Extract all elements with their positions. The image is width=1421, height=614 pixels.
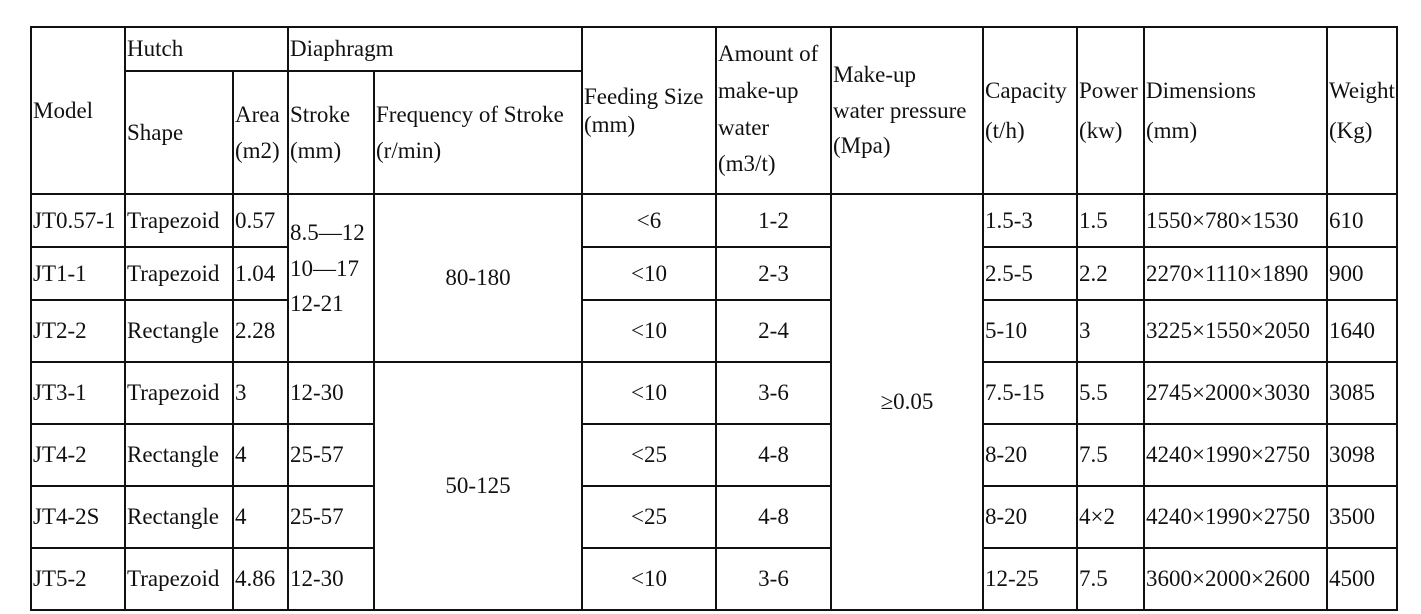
cell-area: 4.86 bbox=[233, 548, 288, 610]
jig-spec-table bbox=[30, 26, 1398, 611]
cell-weight: 610 bbox=[1327, 194, 1397, 247]
cell-dimensions: 4240×1990×2750 bbox=[1144, 424, 1327, 486]
header-makeup-water-pressure: Make-up water pressure (Mpa) bbox=[831, 27, 983, 194]
cell-shape: Rectangle bbox=[125, 300, 233, 362]
cell-shape: Trapezoid bbox=[125, 247, 233, 300]
cell-shape: Rectangle bbox=[125, 424, 233, 486]
cell-stroke-group: 8.5—12 10—17 12-21 bbox=[288, 194, 374, 362]
cell-dimensions: 2270×1110×1890 bbox=[1144, 247, 1327, 300]
header-weight: Weight (Kg) bbox=[1327, 27, 1397, 194]
table-row bbox=[31, 362, 1397, 424]
table-row bbox=[31, 486, 1397, 548]
cell-makeup-water: 1-2 bbox=[716, 194, 831, 247]
cell-makeup-water: 2-3 bbox=[716, 247, 831, 300]
header-area: Area (m2) bbox=[233, 71, 288, 194]
cell-makeup-water: 2-4 bbox=[716, 300, 831, 362]
cell-stroke: 25-57 bbox=[288, 486, 374, 548]
cell-weight: 3085 bbox=[1327, 362, 1397, 424]
cell-shape: Trapezoid bbox=[125, 362, 233, 424]
cell-feeding-size: <10 bbox=[582, 362, 716, 424]
cell-model: JT0.57-1 bbox=[31, 194, 125, 247]
cell-weight: 4500 bbox=[1327, 548, 1397, 610]
cell-model: JT3-1 bbox=[31, 362, 125, 424]
header-capacity: Capacity (t/h) bbox=[983, 27, 1077, 194]
header-shape: Shape bbox=[125, 71, 233, 194]
cell-dimensions: 2745×2000×3030 bbox=[1144, 362, 1327, 424]
cell-shape: Trapezoid bbox=[125, 194, 233, 247]
header-dimensions: Dimensions (mm) bbox=[1144, 27, 1327, 194]
cell-power: 5.5 bbox=[1077, 362, 1144, 424]
cell-frequency-group-b: 50-125 bbox=[374, 362, 582, 610]
cell-capacity: 12-25 bbox=[983, 548, 1077, 610]
cell-area: 4 bbox=[233, 424, 288, 486]
header-frequency: Frequency of Stroke (r/min) bbox=[374, 71, 582, 194]
cell-weight: 3098 bbox=[1327, 424, 1397, 486]
table-row bbox=[31, 247, 1397, 300]
cell-capacity: 2.5-5 bbox=[983, 247, 1077, 300]
cell-capacity: 5-10 bbox=[983, 300, 1077, 362]
cell-shape: Rectangle bbox=[125, 486, 233, 548]
cell-model: JT4-2S bbox=[31, 486, 125, 548]
table-row bbox=[31, 194, 1397, 247]
cell-dimensions: 1550×780×1530 bbox=[1144, 194, 1327, 247]
header-power: Power (kw) bbox=[1077, 27, 1144, 194]
cell-model: JT1-1 bbox=[31, 247, 125, 300]
cell-makeup-pressure: ≥0.05 bbox=[831, 194, 983, 610]
cell-feeding-size: <10 bbox=[582, 247, 716, 300]
cell-power: 7.5 bbox=[1077, 548, 1144, 610]
cell-feeding-size: <10 bbox=[582, 548, 716, 610]
table-row bbox=[31, 424, 1397, 486]
cell-stroke: 25-57 bbox=[288, 424, 374, 486]
cell-feeding-size: <25 bbox=[582, 486, 716, 548]
table-row bbox=[31, 300, 1397, 362]
cell-model: JT5-2 bbox=[31, 548, 125, 610]
cell-model: JT2-2 bbox=[31, 300, 125, 362]
cell-feeding-size: <25 bbox=[582, 424, 716, 486]
header-makeup-water-amount: Amount of make-up water (m3/t) bbox=[716, 27, 831, 194]
cell-area: 3 bbox=[233, 362, 288, 424]
cell-makeup-water: 3-6 bbox=[716, 362, 831, 424]
cell-capacity: 8-20 bbox=[983, 424, 1077, 486]
cell-power: 3 bbox=[1077, 300, 1144, 362]
cell-stroke: 12-30 bbox=[288, 362, 374, 424]
cell-area: 0.57 bbox=[233, 194, 288, 247]
header-diaphragm: Diaphragm bbox=[288, 27, 582, 71]
cell-dimensions: 4240×1990×2750 bbox=[1144, 486, 1327, 548]
cell-dimensions: 3225×1550×2050 bbox=[1144, 300, 1327, 362]
cell-makeup-water: 3-6 bbox=[716, 548, 831, 610]
cell-shape: Trapezoid bbox=[125, 548, 233, 610]
cell-feeding-size: <10 bbox=[582, 300, 716, 362]
cell-weight: 3500 bbox=[1327, 486, 1397, 548]
cell-dimensions: 3600×2000×2600 bbox=[1144, 548, 1327, 610]
cell-weight: 900 bbox=[1327, 247, 1397, 300]
cell-area: 1.04 bbox=[233, 247, 288, 300]
cell-model: JT4-2 bbox=[31, 424, 125, 486]
cell-weight: 1640 bbox=[1327, 300, 1397, 362]
cell-power: 2.2 bbox=[1077, 247, 1144, 300]
cell-capacity: 8-20 bbox=[983, 486, 1077, 548]
cell-power: 1.5 bbox=[1077, 194, 1144, 247]
cell-makeup-water: 4-8 bbox=[716, 486, 831, 548]
table-row bbox=[31, 548, 1397, 610]
cell-capacity: 1.5-3 bbox=[983, 194, 1077, 247]
header-model: Model bbox=[31, 27, 125, 194]
cell-power: 7.5 bbox=[1077, 424, 1144, 486]
cell-capacity: 7.5-15 bbox=[983, 362, 1077, 424]
cell-stroke: 12-30 bbox=[288, 548, 374, 610]
cell-feeding-size: <6 bbox=[582, 194, 716, 247]
cell-makeup-water: 4-8 bbox=[716, 424, 831, 486]
cell-power: 4×2 bbox=[1077, 486, 1144, 548]
cell-area: 4 bbox=[233, 486, 288, 548]
header-hutch: Hutch bbox=[125, 27, 288, 71]
header-stroke: Stroke (mm) bbox=[288, 71, 374, 194]
header-feeding-size: Feeding Size (mm) bbox=[582, 27, 716, 194]
cell-frequency-group-a: 80-180 bbox=[374, 194, 582, 362]
cell-area: 2.28 bbox=[233, 300, 288, 362]
